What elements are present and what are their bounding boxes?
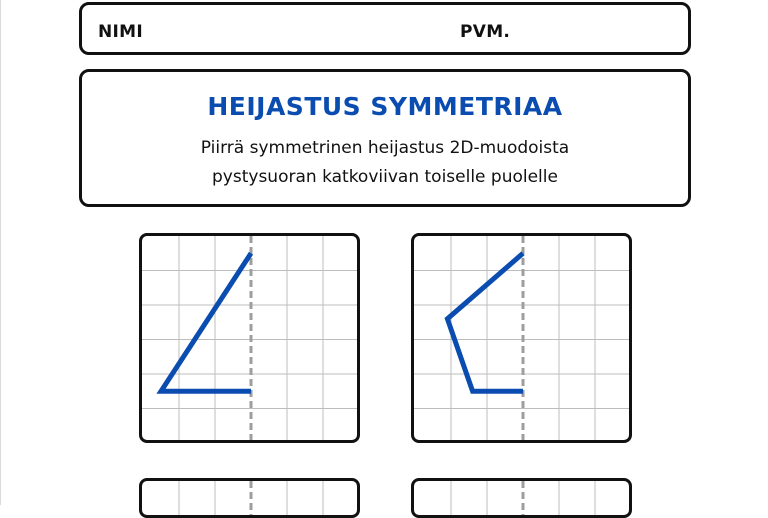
half-shape: [447, 253, 523, 391]
symmetry-grid-1[interactable]: [139, 233, 360, 443]
symmetry-grid-2[interactable]: [411, 233, 632, 443]
symmetry-grid-3[interactable]: [139, 478, 360, 518]
grid-canvas-4: [414, 481, 629, 518]
name-date-box: [79, 2, 691, 55]
grid-canvas-1: [142, 236, 357, 440]
instruction-line-2: pystysuoran katkoviivan toiselle puolelle: [212, 167, 558, 187]
title-box: [79, 69, 691, 207]
half-shape: [161, 253, 251, 391]
instruction-line-1: Piirrä symmetrinen heijastus 2D-muodoista: [200, 138, 570, 158]
page-edge: [0, 0, 1, 505]
grid-canvas-2: [414, 236, 629, 440]
grid-canvas-3: [142, 481, 357, 518]
name-label: NIMI: [98, 22, 143, 42]
date-label: PVM.: [460, 22, 511, 42]
symmetry-grid-4[interactable]: [411, 478, 632, 518]
worksheet-title: HEIJASTUS SYMMETRIAA: [207, 92, 563, 121]
